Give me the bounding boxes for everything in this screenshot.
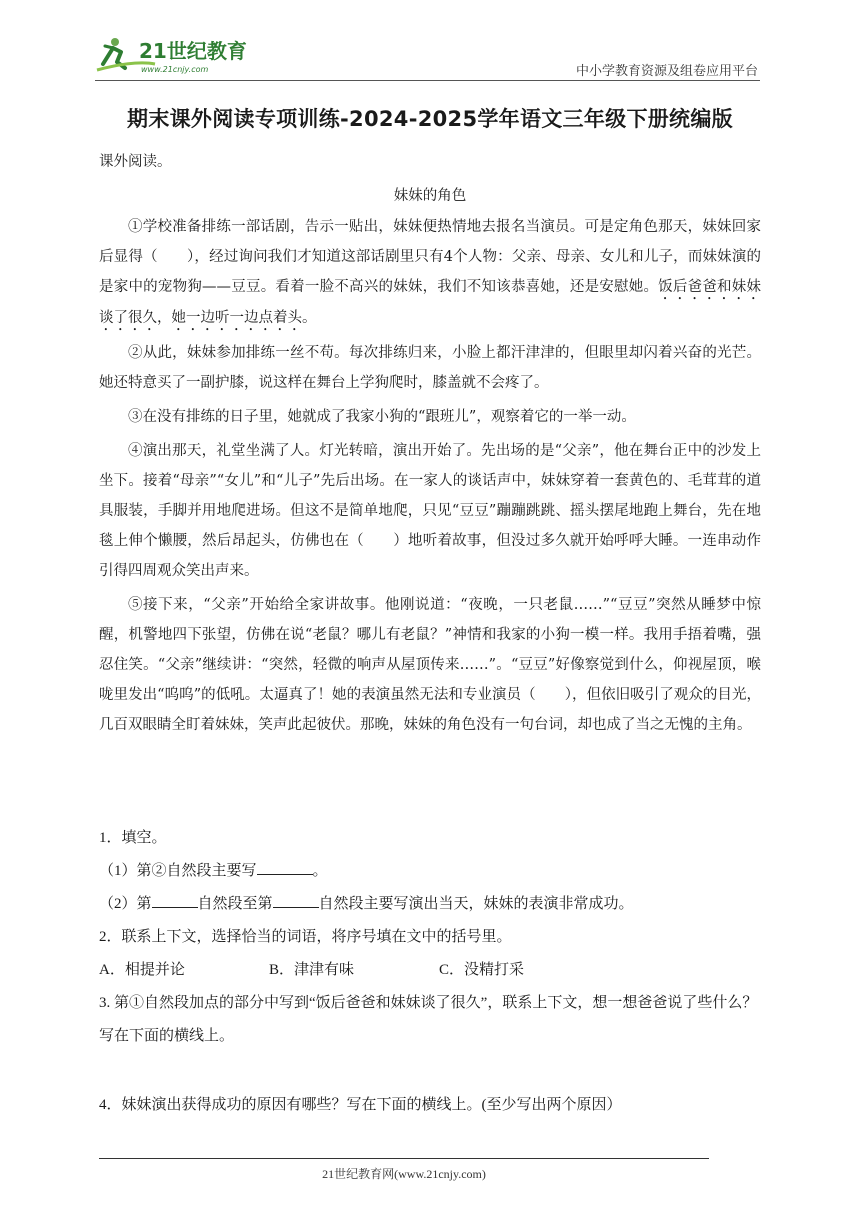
header-divider	[95, 80, 760, 81]
footer-text: 21世纪教育网(www.21cnjy.com)	[322, 1167, 486, 1181]
emphasized-phrase: 饭后爸爸和妹妹谈了很久，	[99, 279, 761, 326]
paragraph-4: ④演出那天，礼堂坐满了人。灯光转暗，演出开始了。先出场的是“父亲”，他在舞台正中的沙发上坐下。接着“母亲”“女儿”和“儿子”先后出场。在一家人的谈话声中，妹妹穿着一套黄色的、毛茸茸的道具服装，手脚并用地爬进场。但这不是简单地爬，只见“豆豆”蹦蹦跳跳、摇头摆尾地跑上舞台，先在地毯上伸个懒腰，然后昂起头，仿佛也在（ ）地听着故事，但没过多久就开始呼呼大睡。一连串动作引得四周观众笑出声来。	[99, 443, 761, 579]
footer-divider	[99, 1158, 709, 1159]
logo-21cnjy	[95, 34, 265, 76]
story-title: 妹妹的角色	[393, 188, 467, 204]
option-a[interactable]: A．相提并论	[99, 962, 185, 978]
question-1-2: （2）第 自然段至第 自然段主要写演出当天，妹妹的表演非常成功。	[99, 888, 761, 921]
page-title: 期末课外阅读专项训练-2024-2025学年语文三年级下册统编版	[127, 107, 733, 131]
answer-blank[interactable]	[257, 858, 313, 875]
question-2: 2．联系上下文，选择恰当的词语，将序号填在文中的括号里。	[99, 929, 512, 945]
option-c[interactable]: C．没精打采	[439, 962, 525, 978]
svg-text:21世纪教育: 21世纪教育	[139, 39, 247, 63]
paragraph-1: ①学校准备排练一部话剧，告示一贴出，妹妹便热情地去报名当演员。可是定角色那天，妹妹回家后显得（ ），经过询问我们才知道这部话剧里只有4个人物：父亲、母亲、女儿和儿子，而妹妹演的是家中的宠物狗——豆豆。看着一脸不高兴的妹妹，我们不知该恭喜她，还是安慰她。饭后爸爸和妹妹谈了很久，她一边听一边点着头。	[99, 219, 761, 326]
question-3: 3. 第①自然段加点的部分中写到“饭后爸爸和妹妹谈了很久”，联系上下文，想一想爸爸说了些什么？写在下面的横线上。	[99, 995, 758, 1044]
answer-space[interactable]	[99, 1053, 761, 1089]
paragraph-2: ②从此，妹妹参加排练一丝不苟。每次排练归来，小脸上都汗津津的，但眼里却闪着兴奋的光芒。她还特意买了一副护膝，说这样在舞台上学狗爬时，膝盖就不会疼了。	[99, 345, 761, 391]
question-4: 4．妹妹演出获得成功的原因有哪些？写在下面的横线上。(至少写出两个原因）	[99, 1097, 622, 1113]
page-header	[95, 30, 760, 80]
question-1: 1．填空。	[99, 830, 167, 846]
question-1-1: （1）第②自然段主要写 。	[99, 855, 761, 888]
option-b[interactable]: B．津津有味	[269, 962, 355, 978]
answer-blank[interactable]	[273, 891, 319, 908]
questions-section	[99, 822, 761, 1122]
paragraph-5: ⑤接下来，“父亲”开始给全家讲故事。他刚说道：“夜晚，一只老鼠……”“豆豆”突然从睡梦中惊醒，机警地四下张望，仿佛在说“老鼠？哪儿有老鼠？”神情和我家的小狗一模一样。我用手捂着嘴，强忍住笑。“父亲”继续讲：“突然，轻微的响声从屋顶传来……”。“豆豆”好像察觉到什么，仰视屋顶，喉咙里发出“呜呜”的低吼。太逼真了！她的表演虽然无法和专业演员（ ），但依旧吸引了观众的目光，几百双眼睛全盯着妹妹，笑声此起彼伏。那晚，妹妹的角色没有一句台词，却也成了当之无愧的主角。	[99, 597, 761, 733]
passage	[99, 212, 761, 744]
svg-text:www.21cnjy.com: www.21cnjy.com	[141, 65, 209, 74]
intro-text: 课外阅读。	[99, 154, 172, 170]
platform-label: 中小学教育资源及组卷应用平台	[575, 64, 758, 79]
option-list	[99, 954, 761, 987]
paragraph-3: ③在没有排练的日子里，她就成了我家小狗的“跟班儿”，观察着它的一举一动。	[128, 409, 636, 425]
answer-blank[interactable]	[152, 891, 198, 908]
